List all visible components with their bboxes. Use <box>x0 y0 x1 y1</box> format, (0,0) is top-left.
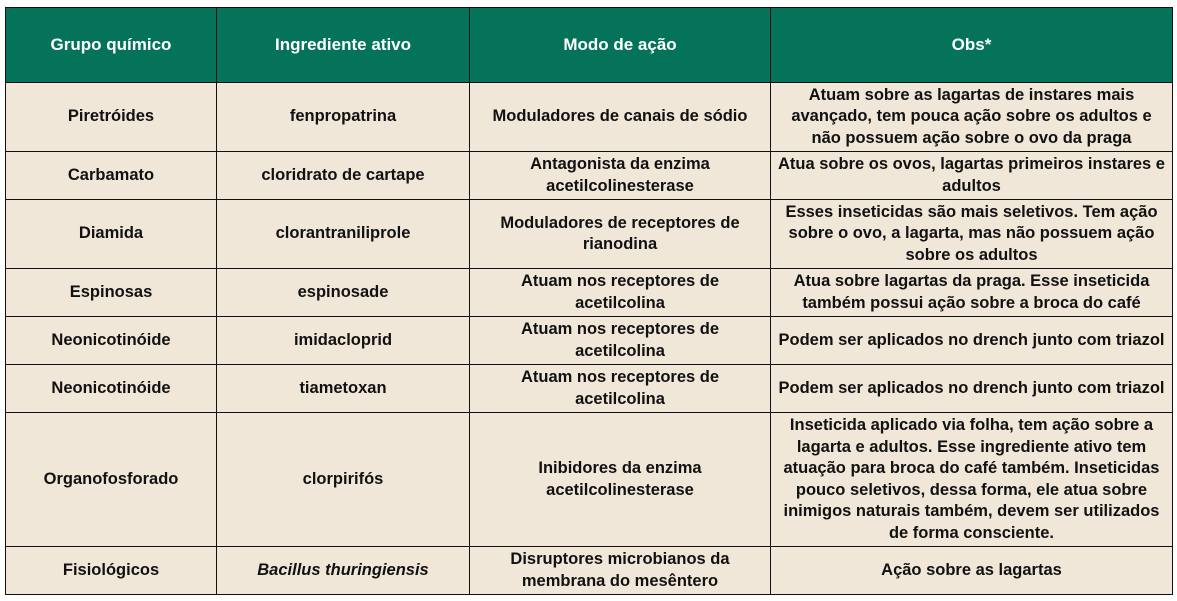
cell-grupo: Piretróides <box>6 83 217 152</box>
table-row <box>6 413 1173 547</box>
cell-obs: Ação sobre as lagartas <box>771 547 1173 595</box>
cell-modo: Disruptores microbianos da membrana do mesêntero <box>470 547 771 595</box>
cell-modo: Moduladores de receptores de rianodina <box>470 200 771 269</box>
cell-obs: Inseticida aplicado via folha, tem ação sobre a lagarta e adultos. Esse ingrediente ativo tem atuação para broca do café também. Inseticidas pouco seletivos, dessa forma, ele atua sobre inimigos naturais também, devem ser utilizados de forma consciente. <box>771 413 1173 547</box>
cell-modo: Moduladores de canais de sódio <box>470 83 771 152</box>
cell-grupo: Carbamato <box>6 152 217 200</box>
cell-obs: Atua sobre lagartas da praga. Esse inseticida também possui ação sobre a broca do café <box>771 269 1173 317</box>
cell-modo: Antagonista da enzima acetilcolinesterase <box>470 152 771 200</box>
cell-modo: Atuam nos receptores de acetilcolina <box>470 269 771 317</box>
cell-ingrediente: tiametoxan <box>217 365 470 413</box>
table-row <box>6 152 1173 200</box>
cell-ingrediente: clorantraniliprole <box>217 200 470 269</box>
table-row <box>6 365 1173 413</box>
cell-obs: Atuam sobre as lagartas de instares mais avançado, tem pouca ação sobre os adultos e não possuem ação sobre o ovo da praga <box>771 83 1173 152</box>
cell-ingrediente: Bacillus thuringiensis <box>217 547 470 595</box>
cell-grupo: Diamida <box>6 200 217 269</box>
header-obs: Obs* <box>771 8 1173 83</box>
header-grupo-quimico: Grupo químico <box>6 8 217 83</box>
cell-grupo: Neonicotinóide <box>6 365 217 413</box>
cell-grupo: Neonicotinóide <box>6 317 217 365</box>
cell-ingrediente: clorpirifós <box>217 413 470 547</box>
cell-grupo: Organofosforado <box>6 413 217 547</box>
header-modo-de-acao: Modo de ação <box>470 8 771 83</box>
table-row <box>6 269 1173 317</box>
cell-modo: Atuam nos receptores de acetilcolina <box>470 365 771 413</box>
header-row <box>6 8 1173 83</box>
header-ingrediente-ativo: Ingrediente ativo <box>217 8 470 83</box>
table-row <box>6 200 1173 269</box>
table-row <box>6 317 1173 365</box>
cell-modo: Atuam nos receptores de acetilcolina <box>470 317 771 365</box>
cell-obs: Podem ser aplicados no drench junto com triazol <box>771 365 1173 413</box>
insecticide-table <box>5 7 1173 595</box>
cell-ingrediente: fenpropatrina <box>217 83 470 152</box>
cell-obs: Podem ser aplicados no drench junto com triazol <box>771 317 1173 365</box>
table-row <box>6 83 1173 152</box>
cell-obs: Esses inseticidas são mais seletivos. Tem ação sobre o ovo, a lagarta, mas não possuem ação sobre os adultos <box>771 200 1173 269</box>
cell-grupo: Fisiológicos <box>6 547 217 595</box>
cell-grupo: Espinosas <box>6 269 217 317</box>
table-row <box>6 547 1173 595</box>
cell-ingrediente: cloridrato de cartape <box>217 152 470 200</box>
cell-ingrediente: imidacloprid <box>217 317 470 365</box>
cell-modo: Inibidores da enzima acetilcolinesterase <box>470 413 771 547</box>
cell-obs: Atua sobre os ovos, lagartas primeiros instares e adultos <box>771 152 1173 200</box>
cell-ingrediente: espinosade <box>217 269 470 317</box>
